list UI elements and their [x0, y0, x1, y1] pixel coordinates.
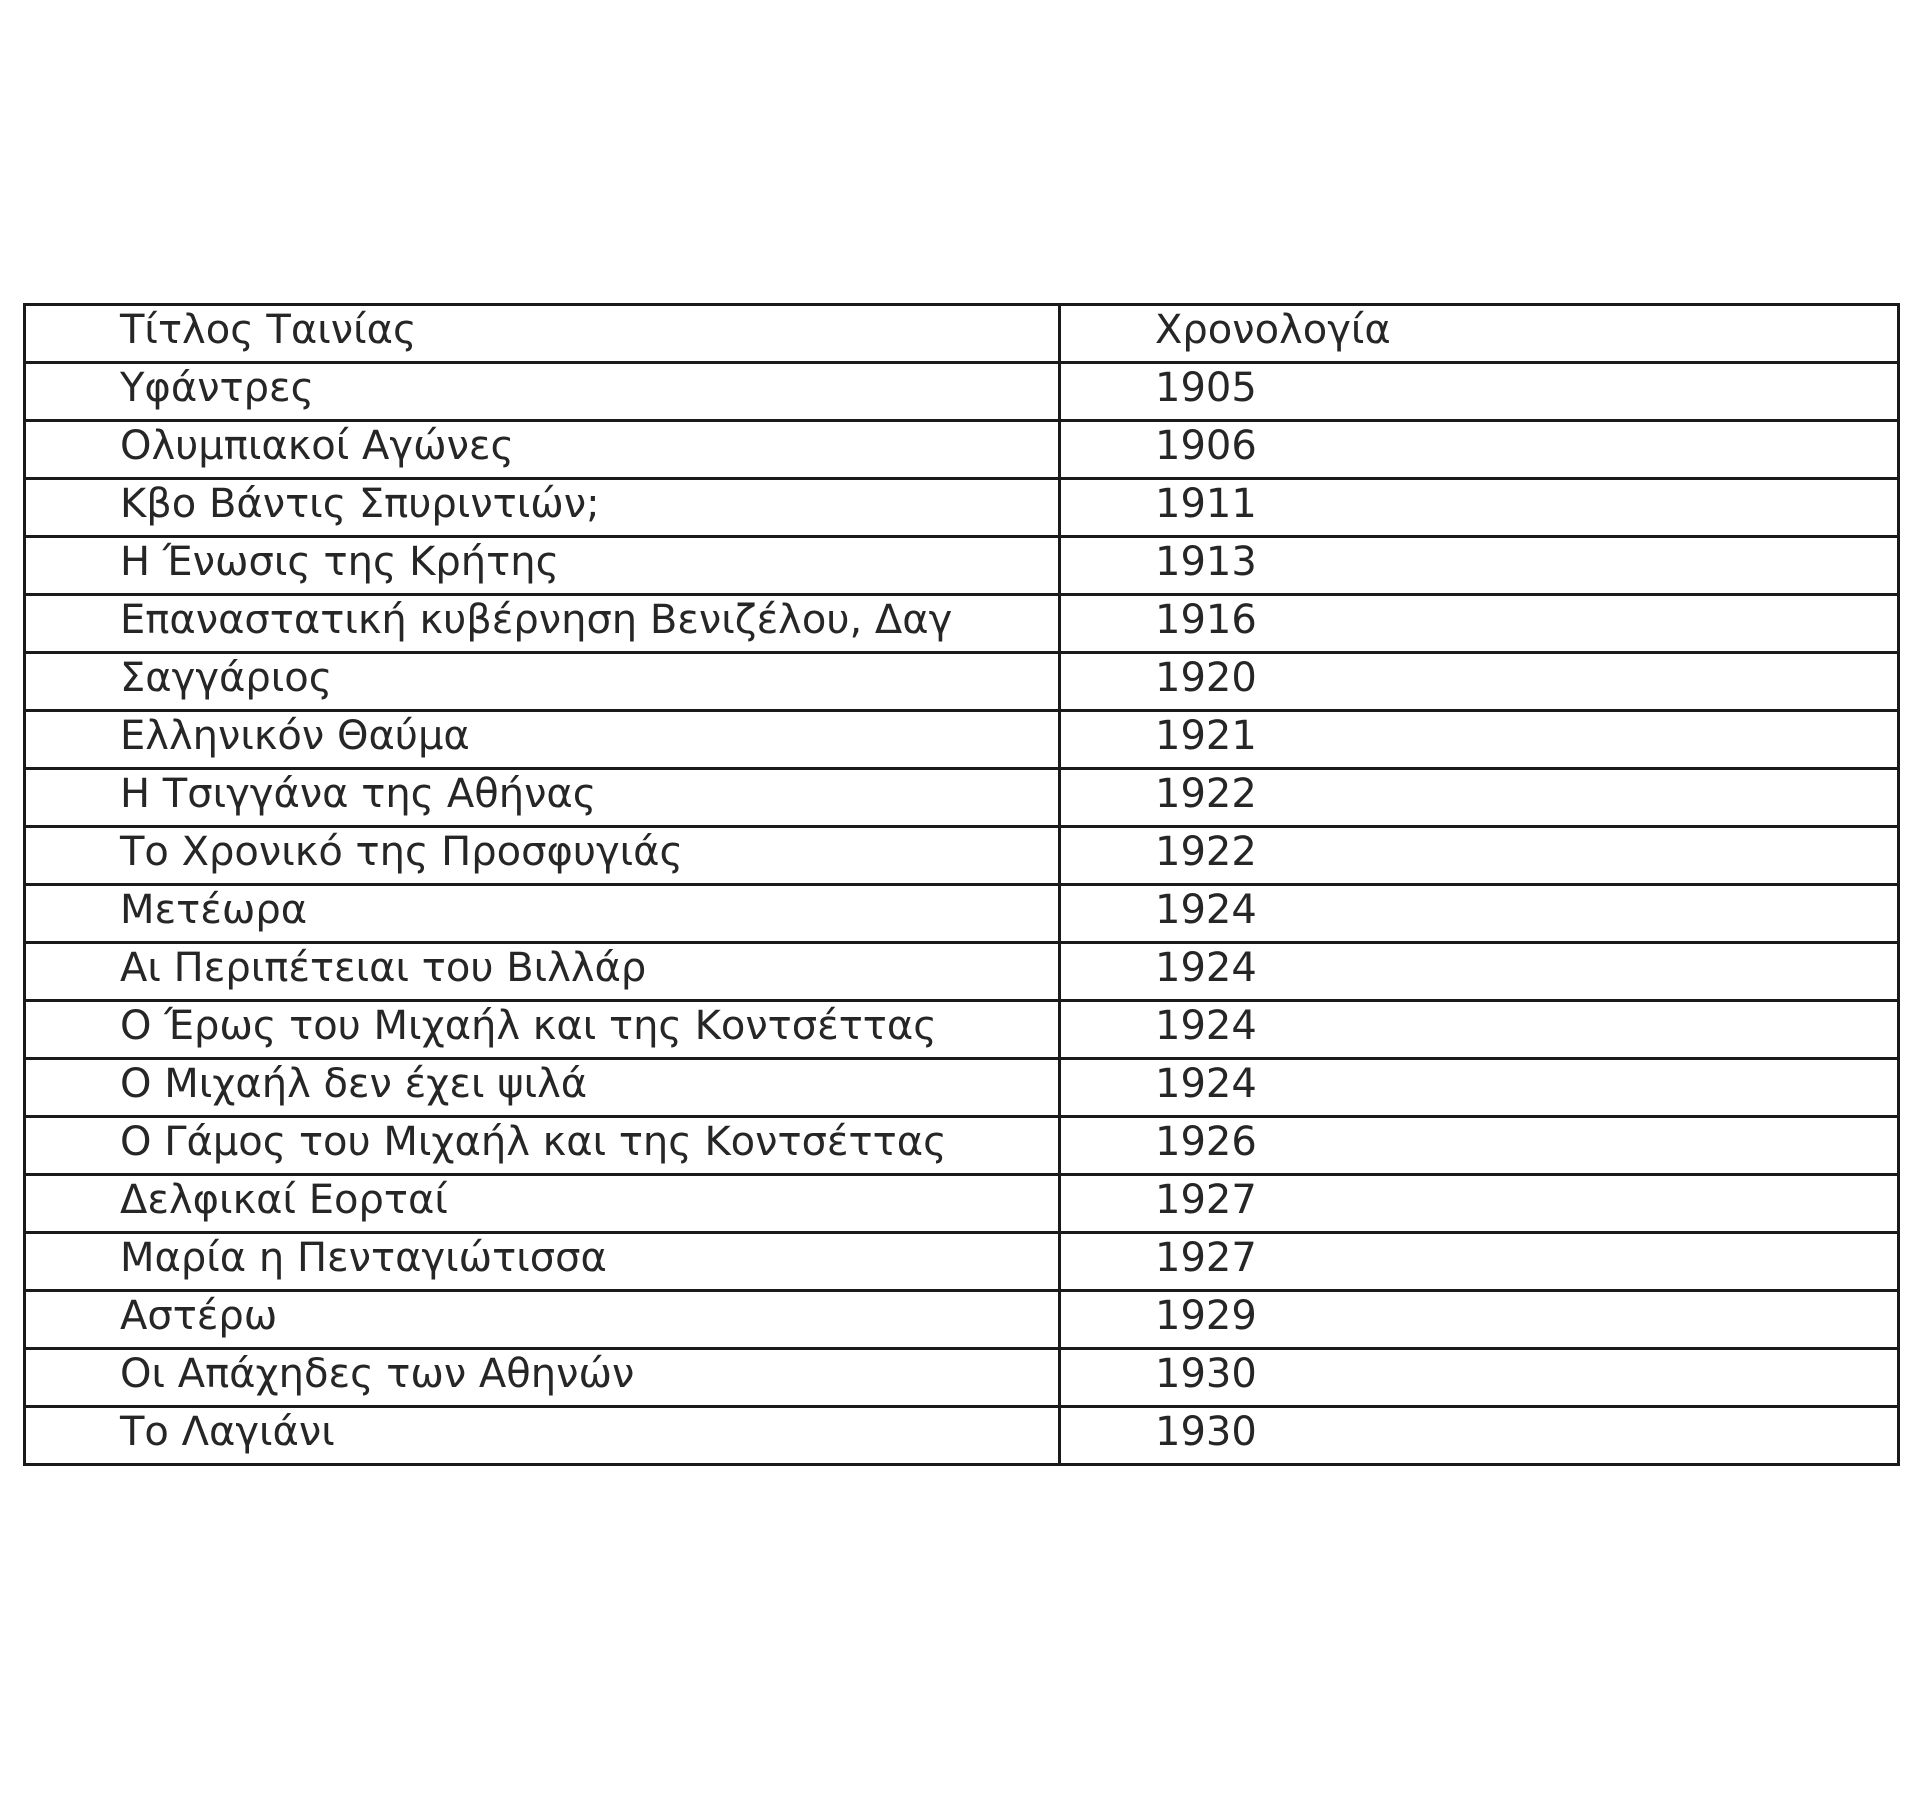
- table-row: [25, 595, 1899, 653]
- film-year-cell: [1060, 479, 1899, 537]
- film-year: 1926: [1155, 1118, 1257, 1165]
- table-row: [25, 943, 1899, 1001]
- film-title: Το Χρονικό της Προσφυγιάς: [120, 828, 684, 875]
- film-title: Το Λαγιάνι: [120, 1408, 335, 1455]
- film-title-cell: [25, 1001, 1060, 1059]
- film-year: 1921: [1155, 712, 1257, 759]
- film-year-cell: [1060, 1175, 1899, 1233]
- film-year-cell: [1060, 363, 1899, 421]
- header-year-label: Χρονολογία: [1155, 306, 1391, 353]
- film-title-cell: [25, 1175, 1060, 1233]
- film-year-cell: [1060, 827, 1899, 885]
- table-row: [25, 363, 1899, 421]
- film-title-cell: [25, 537, 1060, 595]
- film-title: Ο Μιχαήλ δεν έχει ψιλά: [120, 1060, 588, 1107]
- film-title-cell: [25, 1407, 1060, 1465]
- films-table-container: [23, 303, 1900, 1466]
- film-year: 1930: [1155, 1408, 1257, 1455]
- film-title: Ο Έρως του Μιχαήλ και της Κοντσέττας: [120, 1002, 937, 1049]
- film-title-cell: [25, 653, 1060, 711]
- film-title: Σαγγάριος: [120, 654, 333, 701]
- film-year: 1911: [1155, 480, 1257, 527]
- table-row: [25, 711, 1899, 769]
- film-title: Επαναστατική κυβέρνηση Βενιζέλου, Δαγ: [120, 596, 953, 643]
- film-year-cell: [1060, 1117, 1899, 1175]
- film-title-cell: [25, 711, 1060, 769]
- films-table: [23, 303, 1900, 1466]
- film-year-cell: [1060, 537, 1899, 595]
- film-title-cell: [25, 421, 1060, 479]
- film-title: Υφάντρες: [120, 364, 315, 411]
- film-title-cell: [25, 943, 1060, 1001]
- film-title: Ολυμπιακοί Αγώνες: [120, 422, 515, 469]
- film-title-cell: [25, 363, 1060, 421]
- film-year: 1922: [1155, 770, 1257, 817]
- film-year-cell: [1060, 1059, 1899, 1117]
- film-title-cell: [25, 1291, 1060, 1349]
- film-year-cell: [1060, 595, 1899, 653]
- film-year: 1920: [1155, 654, 1257, 701]
- film-year-cell: [1060, 421, 1899, 479]
- film-year: 1924: [1155, 1002, 1257, 1049]
- table-row: [25, 1233, 1899, 1291]
- film-year-cell: [1060, 1001, 1899, 1059]
- film-year: 1913: [1155, 538, 1257, 585]
- table-row: [25, 1291, 1899, 1349]
- film-year-cell: [1060, 653, 1899, 711]
- table-row: [25, 1117, 1899, 1175]
- film-year: 1924: [1155, 944, 1257, 991]
- film-title: Αστέρω: [120, 1292, 278, 1339]
- film-title: Μετέωρα: [120, 886, 308, 933]
- film-year-cell: [1060, 943, 1899, 1001]
- film-year-cell: [1060, 1291, 1899, 1349]
- film-title-cell: [25, 1059, 1060, 1117]
- table-row: [25, 1407, 1899, 1465]
- film-year-cell: [1060, 885, 1899, 943]
- film-title-cell: [25, 595, 1060, 653]
- film-year: 1906: [1155, 422, 1257, 469]
- table-row: [25, 479, 1899, 537]
- films-table-body: [25, 305, 1899, 1465]
- table-row: [25, 1175, 1899, 1233]
- film-year: 1929: [1155, 1292, 1257, 1339]
- table-row: [25, 1001, 1899, 1059]
- table-row: [25, 537, 1899, 595]
- header-title-label: Τίτλος Ταινίας: [120, 306, 417, 353]
- film-title: Ο Γάμος του Μιχαήλ και της Κοντσέττας: [120, 1118, 947, 1165]
- film-year-cell: [1060, 711, 1899, 769]
- table-row: [25, 1059, 1899, 1117]
- film-title: Μαρία η Πενταγιώτισσα: [120, 1234, 607, 1281]
- header-title-cell: [25, 305, 1060, 363]
- film-year-cell: [1060, 1233, 1899, 1291]
- film-title-cell: [25, 827, 1060, 885]
- film-title-cell: [25, 885, 1060, 943]
- film-title-cell: [25, 479, 1060, 537]
- table-row: [25, 769, 1899, 827]
- film-title: Δελφικαί Εορταί: [120, 1176, 448, 1223]
- film-title: Ελληνικόν Θαύμα: [120, 712, 470, 759]
- film-year-cell: [1060, 1349, 1899, 1407]
- table-row: [25, 885, 1899, 943]
- film-title-cell: [25, 1117, 1060, 1175]
- table-row: [25, 653, 1899, 711]
- film-year: 1927: [1155, 1176, 1257, 1223]
- film-title: Η Τσιγγάνα της Αθήνας: [120, 770, 597, 817]
- film-year: 1924: [1155, 1060, 1257, 1107]
- film-year: 1924: [1155, 886, 1257, 933]
- film-year: 1916: [1155, 596, 1257, 643]
- film-year: 1905: [1155, 364, 1257, 411]
- film-year-cell: [1060, 1407, 1899, 1465]
- film-title: Κβο Βάντις Σπυριντιών;: [120, 480, 600, 527]
- film-title: Η Ένωσις της Κρήτης: [120, 538, 560, 585]
- header-year-cell: [1060, 305, 1899, 363]
- film-title: Οι Απάχηδες των Αθηνών: [120, 1350, 635, 1397]
- film-year-cell: [1060, 769, 1899, 827]
- film-year: 1930: [1155, 1350, 1257, 1397]
- table-row: [25, 827, 1899, 885]
- table-row: [25, 1349, 1899, 1407]
- film-year: 1922: [1155, 828, 1257, 875]
- table-row: [25, 421, 1899, 479]
- film-title-cell: [25, 1233, 1060, 1291]
- film-title: Αι Περιπέτειαι του Βιλλάρ: [120, 944, 647, 991]
- film-year: 1927: [1155, 1234, 1257, 1281]
- table-header-row: [25, 305, 1899, 363]
- film-title-cell: [25, 1349, 1060, 1407]
- film-title-cell: [25, 769, 1060, 827]
